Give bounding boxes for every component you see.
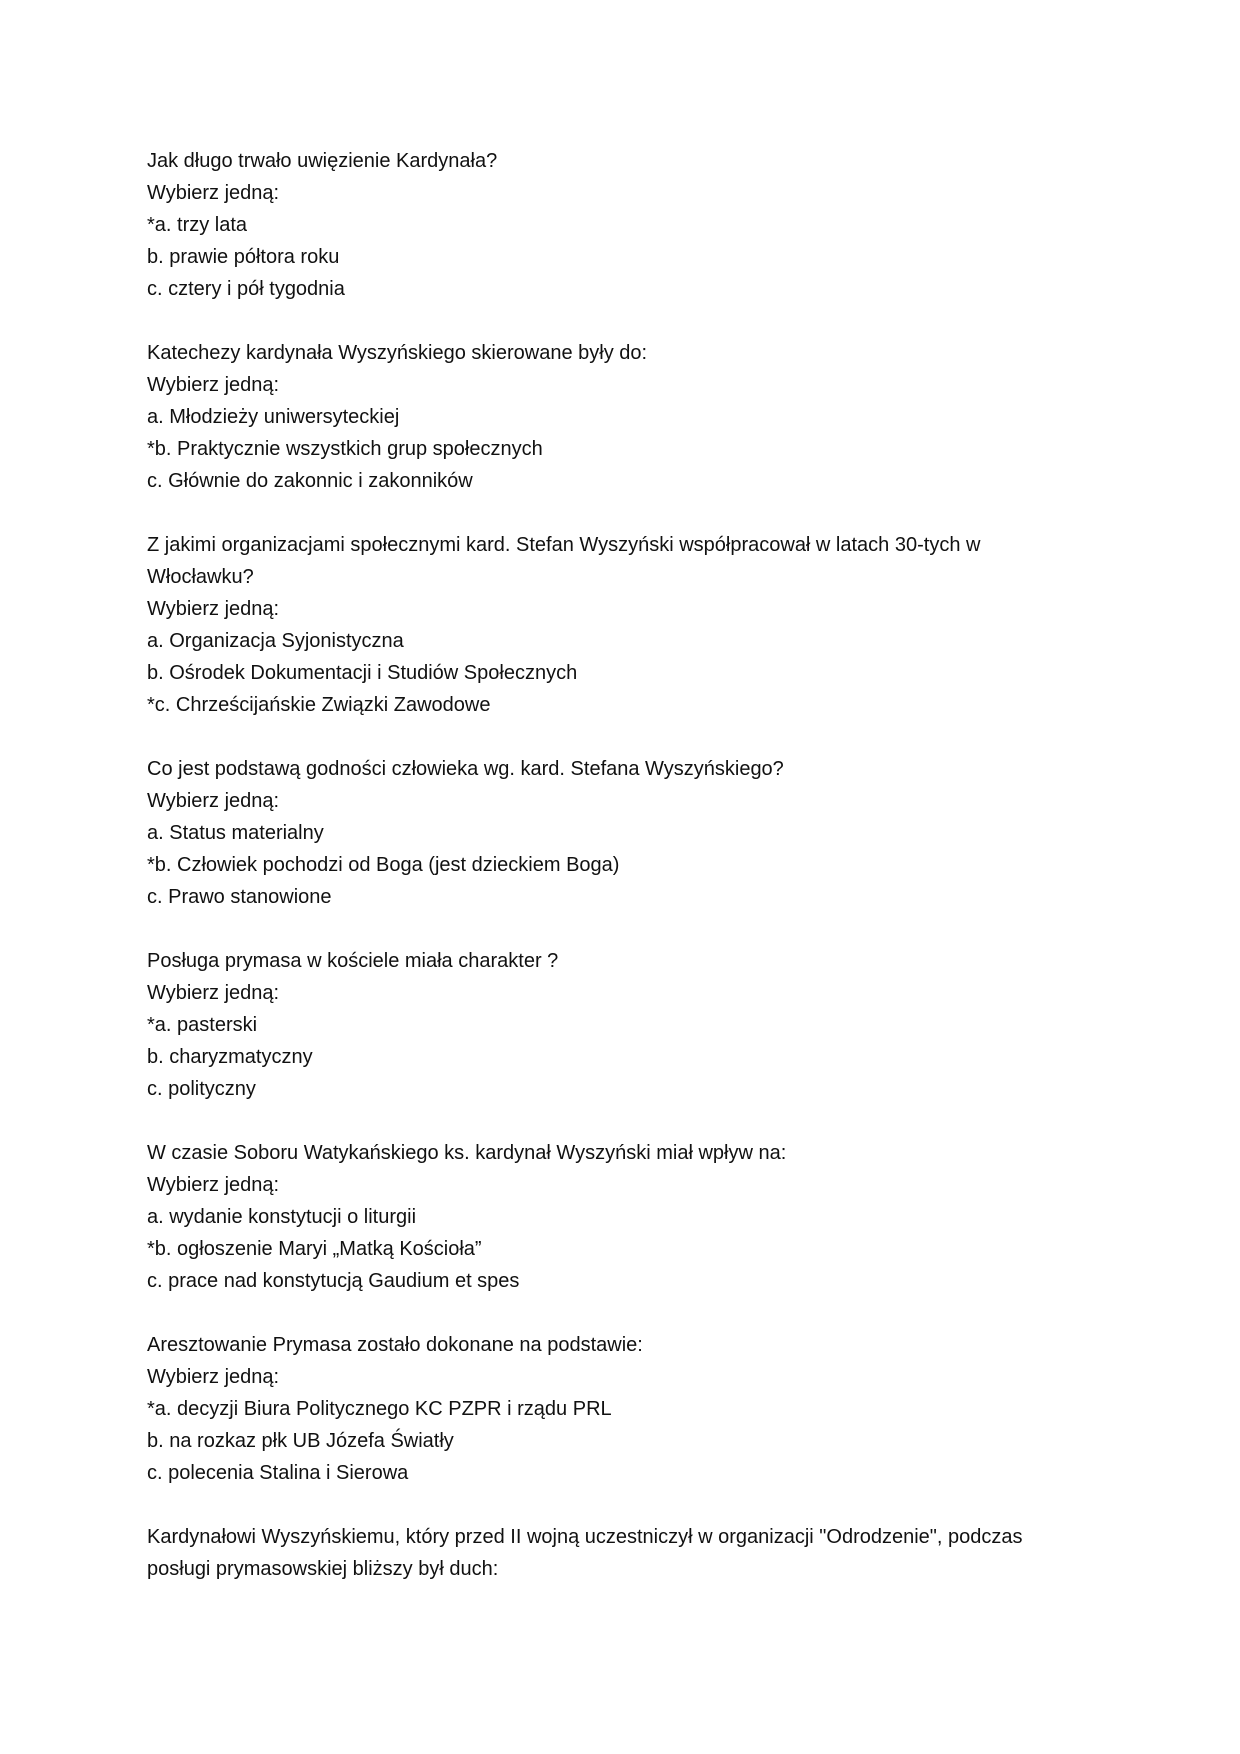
answer-option: *a. trzy lata	[147, 214, 248, 236]
question-block-6	[147, 1137, 1097, 1297]
question-text: Jak długo trwało uwięzienie Kardynała?	[147, 150, 498, 172]
answer-option: c. prace nad konstytucją Gaudium et spes	[147, 1270, 520, 1292]
question-text: Kardynałowi Wyszyńskiemu, który przed II wojną uczestniczył w organizacji "Odrodzenie", podczas posługi prymasowskiej bliższy był duch:	[147, 1526, 1029, 1580]
answer-option: a. Organizacja Syjonistyczna	[147, 630, 404, 652]
answer-option: *c. Chrześcijańskie Związki Zawodowe	[147, 694, 491, 716]
question-text: Z jakimi organizacjami społecznymi kard. Stefan Wyszyński współpracował w latach 30-tych w Włocławku?	[147, 534, 987, 588]
question-text: Katechezy kardynała Wyszyńskiego skierowane były do:	[147, 342, 648, 364]
answer-option: a. Status materialny	[147, 822, 324, 844]
answer-option: *b. ogłoszenie Maryi „Matką Kościoła”	[147, 1238, 482, 1260]
question-text: Co jest podstawą godności człowieka wg. kard. Stefana Wyszyńskiego?	[147, 758, 784, 780]
question-text: Posługa prymasa w kościele miała charakter ?	[147, 950, 559, 972]
answer-option: *a. decyzji Biura Politycznego KC PZPR i rządu PRL	[147, 1398, 612, 1420]
answer-option: c. polityczny	[147, 1078, 256, 1100]
answer-option: *b. Praktycznie wszystkich grup społecznych	[147, 438, 543, 460]
answer-option: *b. Człowiek pochodzi od Boga (jest dzieckiem Boga)	[147, 854, 620, 876]
answer-option: b. Ośrodek Dokumentacji i Studiów Społecznych	[147, 662, 578, 684]
question-block-8	[147, 1521, 1097, 1585]
answer-option: c. polecenia Stalina i Sierowa	[147, 1462, 409, 1484]
answer-option: b. charyzmatyczny	[147, 1046, 313, 1068]
question-text: W czasie Soboru Watykańskiego ks. kardynał Wyszyński miał wpływ na:	[147, 1142, 787, 1164]
answer-instruction: Wybierz jedną:	[147, 790, 280, 812]
answer-option: a. Młodzieży uniwersyteckiej	[147, 406, 400, 428]
question-block-5	[147, 945, 1097, 1105]
answer-instruction: Wybierz jedną:	[147, 1366, 280, 1388]
question-text: Aresztowanie Prymasa zostało dokonane na podstawie:	[147, 1334, 643, 1356]
answer-option: c. Głównie do zakonnic i zakonników	[147, 470, 473, 492]
question-block-7	[147, 1329, 1097, 1489]
question-block-2	[147, 337, 1097, 497]
answer-option: c. cztery i pół tygodnia	[147, 278, 345, 300]
answer-instruction: Wybierz jedną:	[147, 374, 280, 396]
question-block-3	[147, 529, 1097, 721]
question-block-1	[147, 145, 1097, 305]
answer-option: b. na rozkaz płk UB Józefa Światły	[147, 1430, 454, 1452]
answer-option: *a. pasterski	[147, 1014, 258, 1036]
quiz-content	[147, 145, 1097, 1617]
answer-instruction: Wybierz jedną:	[147, 182, 280, 204]
answer-instruction: Wybierz jedną:	[147, 598, 280, 620]
answer-instruction: Wybierz jedną:	[147, 1174, 280, 1196]
answer-option: b. prawie półtora roku	[147, 246, 340, 268]
answer-option: c. Prawo stanowione	[147, 886, 332, 908]
question-block-4	[147, 753, 1097, 913]
answer-option: a. wydanie konstytucji o liturgii	[147, 1206, 417, 1228]
answer-instruction: Wybierz jedną:	[147, 982, 280, 1004]
